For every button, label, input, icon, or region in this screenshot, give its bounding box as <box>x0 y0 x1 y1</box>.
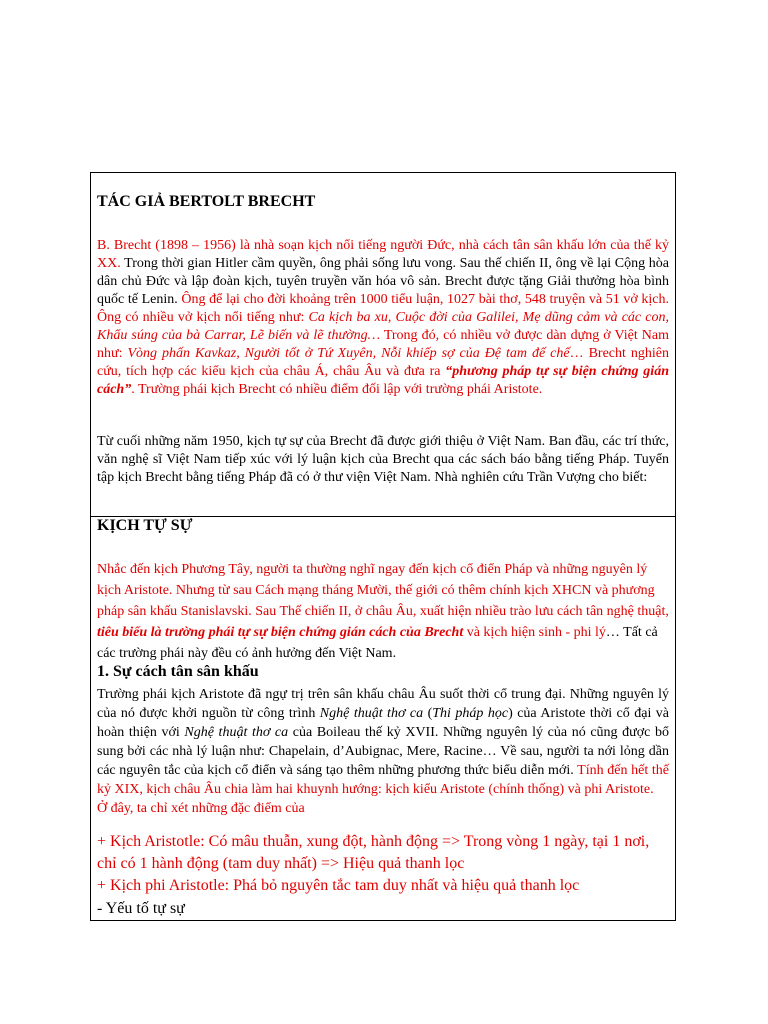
subheading-stage-innovation: 1. Sự cách tân sân khấu <box>97 663 259 680</box>
section-box-author <box>90 172 676 517</box>
section-box-epic-theatre <box>90 516 676 921</box>
reception-paragraph: Từ cuối những năm 1950, kịch tự sự của Brecht đã được giới thiệu ở Việt Nam. Ban đầu, các trí thức, văn nghệ sĩ Việt Nam tiếp xúc với lý luận kịch của Brecht qua các sách báo bằng tiếng Pháp. Tuyển tập kịch Brecht bằng tiếng Pháp đã có ở thư viện Việt Nam. Nhà nghiên cứu Trần Vượng cho biết: <box>97 434 669 485</box>
section-title-author: TÁC GIẢ BERTOLT BRECHT <box>97 193 316 210</box>
section-title-epic-theatre: KỊCH TỰ SỰ <box>97 517 193 534</box>
author-intro-paragraph: B. Brecht (1898 – 1956) là nhà soạn kịch nổi tiếng người Đức, nhà cách tân sân khấu lớn của thế kỷ XX. Trong thời gian Hitler cầm quyền, ông phải sống lưu vong. Sau thế chiến II, ông về lại Cộng hòa dân chủ Đức và lập đoàn kịch, tuyên truyền văn hóa vô sản. Brecht được tặng Giải thưởng hòa bình quốc tế Lenin. Ông để lại cho đời khoảng trên 1000 tiểu luận, 1027 bài thơ, 548 truyện và 51 vở kịch. Ông có nhiều vở kịch nổi tiếng như: Ca kịch ba xu, Cuộc đời của Galilei, Mẹ dũng cảm và các con, Khẩu súng của bà Carrar, Lẽ biến và lẽ thường… Trong đó, có nhiều vở được dàn dựng ở Việt Nam như: Vòng phấn Kavkaz, Người tốt ở Tứ Xuyên, Nỗi khiếp sợ của Đệ tam đế chế… Brecht nghiên cứu, tích hợp các kiểu kịch của châu Á, châu Âu và đưa ra “phương pháp tự sự biện chứng gián cách”. Trường phái kịch Brecht có nhiều điểm đối lập với trường phái Aristote. <box>97 238 670 397</box>
bullet-non-aristotle-drama: + Kịch phi Aristotle: Phá bỏ nguyên tắc tam duy nhất và hiệu quả thanh lọc <box>97 877 580 894</box>
bullet-epic-element: - Yếu tố tự sự <box>97 900 185 917</box>
western-theatre-paragraph: Nhắc đến kịch Phương Tây, người ta thường nghĩ ngay đến kịch cổ điển Pháp và những nguyên lý kịch Aristote. Nhưng từ sau Cách mạng tháng Mười, thế giới có thêm chính kịch XHCN và phương pháp sân khấu Stanislavski. Sau Thế chiến II, ở châu Âu, xuất hiện nhiều trào lưu cách tân nghệ thuật, tiêu biểu là trường phái tự sự biện chứng gián cách của Brecht và kịch hiện sinh - phi lý… Tất cả các trường phái này đều có ảnh hưởng đến Việt Nam. <box>97 562 669 661</box>
bullet-aristotle-drama: + Kịch Aristotle: Có mâu thuẫn, xung đột, hành động => Trong vòng 1 ngày, tại 1 nơi, chỉ có 1 hành động (tam duy nhất) => Hiệu quả thanh lọc <box>97 833 650 872</box>
aristotle-school-paragraph: Trường phái kịch Aristote đã ngự trị trên sân khấu châu Âu suốt thời cổ trung đại. Những nguyên lý của nó được khởi nguồn từ công trình Nghệ thuật thơ ca (Thi pháp học) của Aristote thời cổ đại và hoàn thiện với Nghệ thuật thơ ca của Boileau thế kỷ XVII. Những nguyên lý của nó cũng được bổ sung bởi các nhà lý luận như: Chapelain, d’Aubignac, Mere, Racine… Về sau, người ta nới lỏng dần các nguyên tắc của kịch cổ điển và sáng tạo thêm những phương thức biểu diễn mới. Tính đến hết thế kỷ XIX, kịch châu Âu chia làm hai khuynh hướng: kịch kiểu Aristote (chính thống) và phi Aristote. Ở đây, ta chỉ xét những đặc điểm của <box>97 687 670 816</box>
